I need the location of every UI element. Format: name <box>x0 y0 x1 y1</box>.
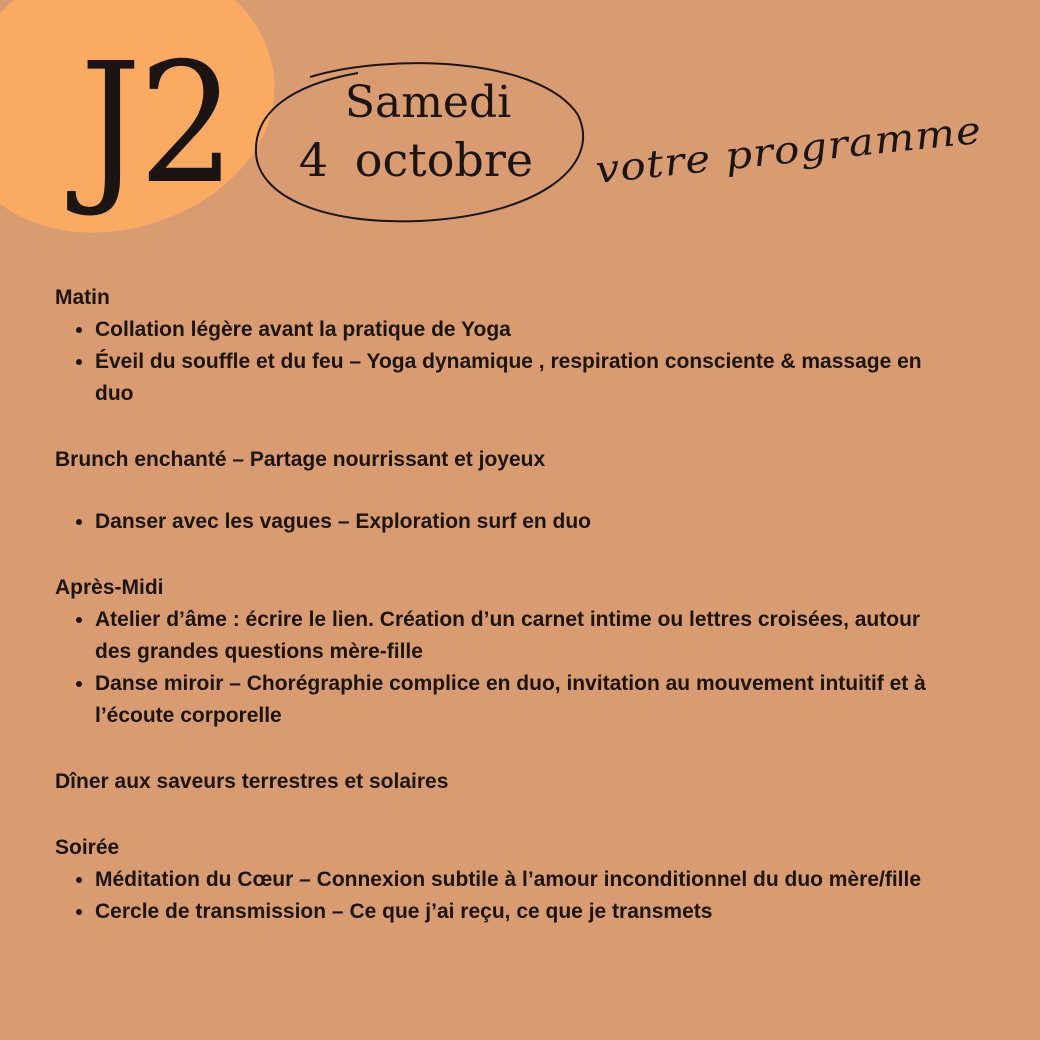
section-list-matin <box>55 314 955 410</box>
section-list-brunch <box>55 506 955 538</box>
program-content <box>55 282 955 928</box>
list-item: • Éveil du souffle et du feu – Yoga dynamique , respiration consciente & massage en duo <box>95 346 955 410</box>
section-title-apres-midi: Après-Midi <box>55 576 164 599</box>
program-tagline: votre programme <box>593 107 984 192</box>
day-code: J2 <box>80 28 233 221</box>
section-title-soiree: Soirée <box>55 836 120 859</box>
section-list-apres-midi <box>55 604 955 732</box>
date-badge <box>240 55 600 240</box>
date-day-month: 4 octobre <box>298 133 534 187</box>
list-item: • Méditation du Cœur – Connexion subtile à l’amour inconditionnel du duo mère/fille <box>95 864 955 896</box>
list-item: • Cercle de transmission – Ce que j’ai reçu, ce que je transmets <box>95 896 955 928</box>
section-title-diner: Dîner aux saveurs terrestres et solaires <box>55 770 449 793</box>
section-title-matin: Matin <box>55 286 110 309</box>
list-item: • Collation légère avant la pratique de Yoga <box>95 314 955 346</box>
section-list-soiree <box>55 864 955 928</box>
date-weekday: Samedi <box>344 77 512 128</box>
list-item: • Danser avec les vagues – Exploration surf en duo <box>95 506 955 538</box>
section-title-brunch: Brunch enchanté – Partage nourrissant et joyeux <box>55 448 546 471</box>
list-item: • Atelier d’âme : écrire le lien. Création d’un carnet intime ou lettres croisées, autour des grandes questions mère-fille <box>95 604 955 668</box>
list-item: • Danse miroir – Chorégraphie complice en duo, invitation au mouvement intuitif et à l’écoute corporelle <box>95 668 955 732</box>
